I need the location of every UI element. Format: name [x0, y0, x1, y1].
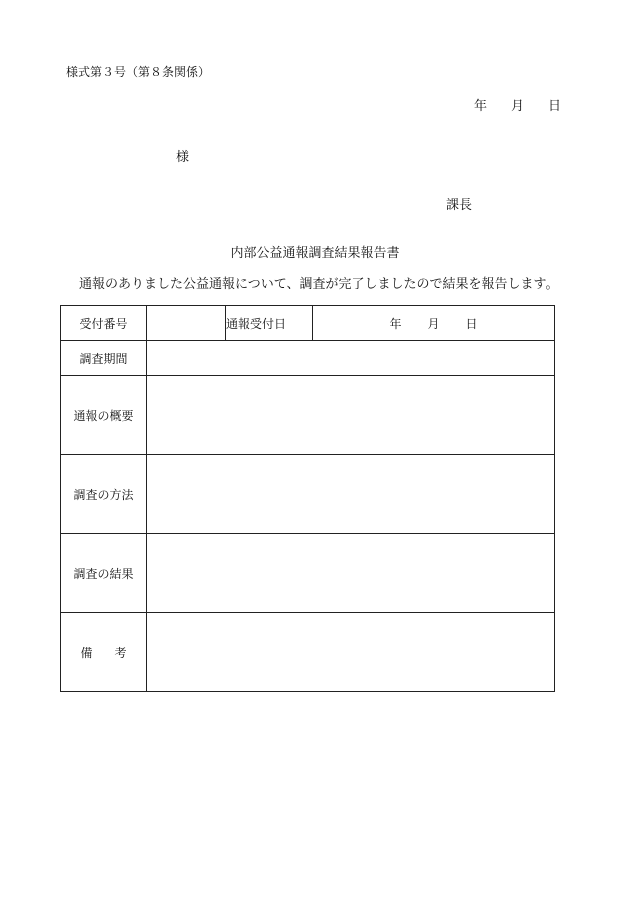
date-day: 日	[548, 99, 562, 114]
table-row-summary	[61, 376, 555, 455]
remarks-label-char-1: 備	[80, 645, 93, 660]
intro-text: 通報のありました公益通報について、調査が完了しましたので結果を報告します。	[79, 277, 559, 292]
result-field[interactable]	[147, 534, 555, 613]
sender-title: 課長	[446, 198, 473, 213]
table-row-result	[61, 534, 555, 613]
date-month: 月	[511, 99, 525, 114]
table-row-reception	[61, 306, 555, 341]
report-date-field[interactable]	[313, 306, 555, 341]
report-table	[60, 305, 555, 692]
method-label: 調査の方法	[61, 455, 147, 534]
form-number: 様式第３号（第８条関係）	[66, 65, 211, 79]
remarks-label-char-2: 考	[114, 645, 127, 660]
investigation-period-label: 調査期間	[61, 341, 147, 376]
remarks-field[interactable]	[147, 613, 555, 692]
report-date-month: 月	[427, 316, 440, 331]
table-row-method	[61, 455, 555, 534]
table-row-period	[61, 341, 555, 376]
table-row-remarks	[61, 613, 555, 692]
document-date	[474, 95, 561, 114]
remarks-label	[61, 613, 147, 692]
reception-number-label: 受付番号	[61, 306, 147, 341]
date-year: 年	[474, 99, 488, 114]
investigation-period-field[interactable]	[147, 341, 555, 376]
method-field[interactable]	[147, 455, 555, 534]
summary-label: 通報の概要	[61, 376, 147, 455]
report-date-label: 通報受付日	[226, 306, 313, 341]
report-date-day: 日	[465, 316, 478, 331]
report-date-year: 年	[389, 316, 402, 331]
document-title: 内部公益通報調査結果報告書	[230, 246, 400, 261]
summary-field[interactable]	[147, 376, 555, 455]
result-label: 調査の結果	[61, 534, 147, 613]
reception-number-field[interactable]	[147, 306, 226, 341]
recipient-honorific: 様	[176, 150, 190, 165]
